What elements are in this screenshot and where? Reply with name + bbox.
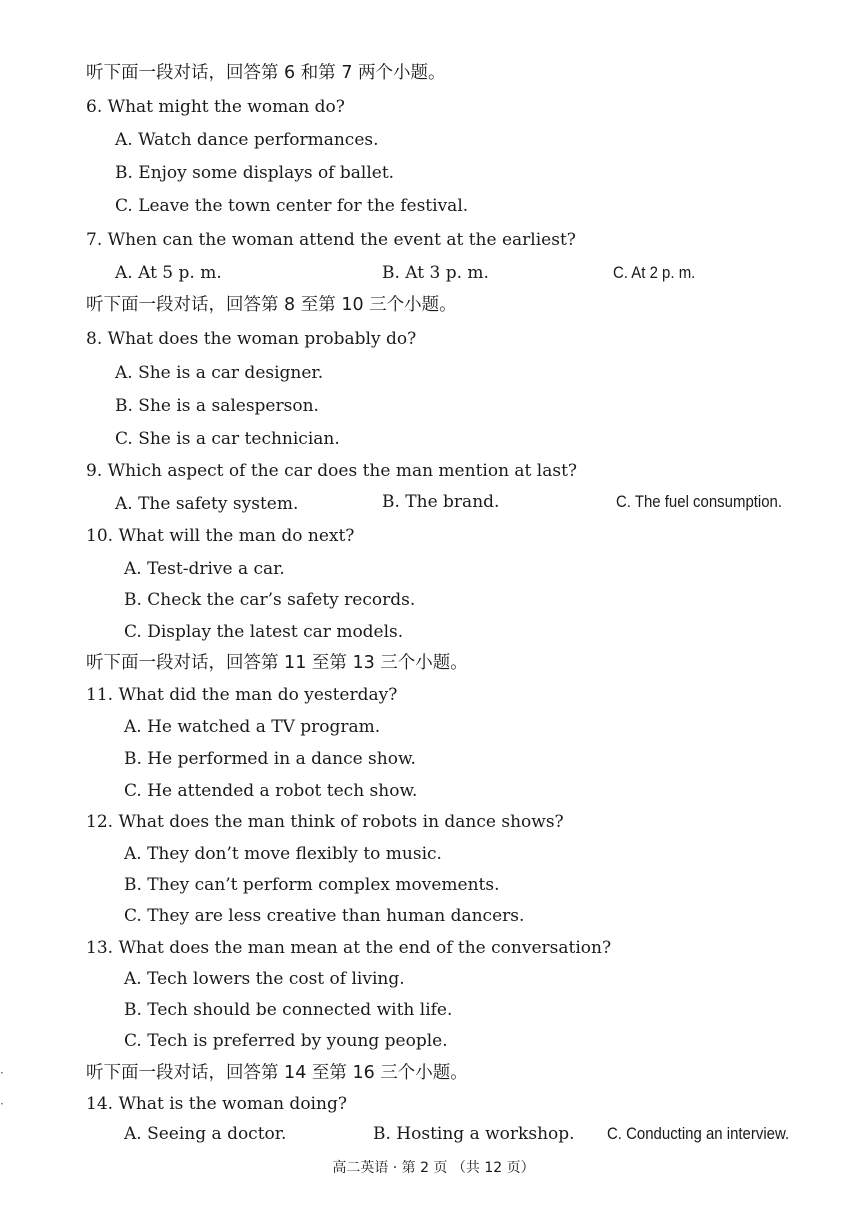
option-b: B. Hosting a workshop.: [373, 1124, 575, 1144]
option-a: A. She is a car designer.: [115, 363, 324, 383]
option-c: C. The fuel consumption.: [616, 492, 783, 511]
option-b: B. Enjoy some displays of ballet.: [115, 163, 395, 183]
option-c: C. Leave the town center for the festival.: [115, 196, 469, 216]
question-stem: 10. What will the man do next?: [86, 526, 355, 546]
section-instruction: 听下面一段对话，回答第 8 至第 10 三个小题。: [86, 295, 457, 315]
option-a: A. Test-drive a car.: [124, 559, 285, 579]
option-b: B. The brand.: [382, 492, 500, 512]
section-instruction: 听下面一段对话，回答第 14 至第 16 三个小题。: [86, 1063, 468, 1083]
question-stem: 9. Which aspect of the car does the man mention at last?: [86, 461, 578, 481]
option-b: B. Check the car’s safety records.: [124, 590, 416, 610]
option-a: A. They don’t move flexibly to music.: [124, 844, 442, 864]
option-a: A. At 5 p. m.: [115, 263, 222, 283]
question-stem: 14. What is the woman doing?: [86, 1094, 347, 1114]
question-stem: 6. What might the woman do?: [86, 97, 345, 117]
question-stem: 11. What did the man do yesterday?: [86, 685, 398, 705]
option-c: C. He attended a robot tech show.: [124, 781, 418, 801]
option-b: B. He performed in a dance show.: [124, 749, 416, 769]
option-a: A. Watch dance performances.: [115, 130, 379, 150]
option-b: B. Tech should be connected with life.: [124, 1000, 453, 1020]
option-a: A. He watched a TV program.: [124, 717, 381, 737]
option-c: C. They are less creative than human dancers.: [124, 906, 525, 926]
option-c: C. Conducting an interview.: [607, 1124, 790, 1143]
page-footer: 高二英语 · 第 2 页 （共 12 页）: [332, 1160, 535, 1176]
option-a: A. Tech lowers the cost of living.: [124, 969, 405, 989]
section-instruction: 听下面一段对话，回答第 11 至第 13 三个小题。: [86, 653, 468, 673]
question-stem: 13. What does the man mean at the end of the conversation?: [86, 938, 612, 958]
option-c: C. Display the latest car models.: [124, 622, 404, 642]
scan-edge-mark: ·: [0, 1066, 4, 1080]
option-b: B. At 3 p. m.: [382, 263, 489, 283]
option-a: A. The safety system.: [115, 494, 299, 514]
option-c: C. At 2 p. m.: [613, 263, 696, 282]
question-stem: 12. What does the man think of robots in dance shows?: [86, 812, 564, 832]
section-instruction: 听下面一段对话，回答第 6 和第 7 两个小题。: [86, 63, 446, 83]
option-a: A. Seeing a doctor.: [124, 1124, 287, 1144]
option-b: B. They can’t perform complex movements.: [124, 875, 500, 895]
scan-edge-mark: ·: [0, 1097, 4, 1111]
option-b: B. She is a salesperson.: [115, 396, 319, 416]
option-c: C. Tech is preferred by young people.: [124, 1031, 448, 1051]
question-stem: 7. When can the woman attend the event at the earliest?: [86, 230, 576, 250]
question-stem: 8. What does the woman probably do?: [86, 329, 417, 349]
option-c: C. She is a car technician.: [115, 429, 340, 449]
